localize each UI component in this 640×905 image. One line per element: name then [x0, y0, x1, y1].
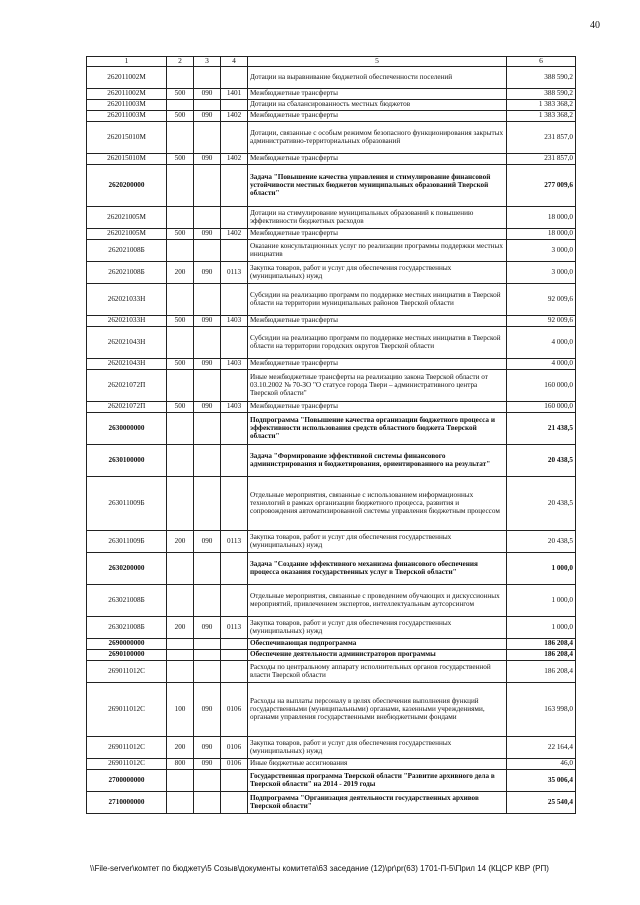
cell-code: 2690100000	[87, 649, 167, 660]
cell-department	[194, 66, 221, 88]
cell-code: 262015010М	[87, 121, 167, 153]
cell-name: Межбюджетные трансферты	[248, 358, 507, 369]
cell-amount: 1 000,0	[507, 584, 576, 616]
cell-amount: 231 857,0	[507, 121, 576, 153]
table-row	[87, 769, 576, 791]
cell-amount: 20 438,5	[507, 530, 576, 552]
table-row	[87, 228, 576, 239]
table-row	[87, 584, 576, 616]
cell-expense-type	[167, 99, 194, 110]
cell-code: 2620200000	[87, 164, 167, 206]
cell-name: Отдельные мероприятия, связанные с использованием информационных технологий в рамках организации бюджетного процесса, развития и сопровождения автоматизированной системы управления бюджетным процессом	[248, 476, 507, 530]
header-cell: 6	[507, 57, 576, 67]
cell-department: 090	[194, 358, 221, 369]
table-row	[87, 358, 576, 369]
table-row	[87, 530, 576, 552]
cell-name: Межбюджетные трансферты	[248, 110, 507, 121]
cell-section: 0113	[221, 616, 248, 638]
cell-department: 090	[194, 110, 221, 121]
cell-code: 2630000000	[87, 412, 167, 444]
cell-section	[221, 412, 248, 444]
cell-department: 090	[194, 758, 221, 769]
table-row	[87, 758, 576, 769]
cell-code: 262011003М	[87, 99, 167, 110]
cell-code: 262021008Б	[87, 261, 167, 283]
cell-expense-type	[167, 239, 194, 261]
cell-name: Межбюджетные трансферты	[248, 153, 507, 164]
cell-expense-type	[167, 552, 194, 584]
cell-name: Обеспечивающая подпрограмма	[248, 638, 507, 649]
cell-name: Дотации на выравнивание бюджетной обеспеченности поселений	[248, 66, 507, 88]
cell-code: 2630200000	[87, 552, 167, 584]
table-row	[87, 121, 576, 153]
cell-department: 090	[194, 616, 221, 638]
cell-department	[194, 412, 221, 444]
cell-amount: 4 000,0	[507, 326, 576, 358]
cell-code: 263021008Б	[87, 584, 167, 616]
table-row	[87, 616, 576, 638]
cell-section	[221, 164, 248, 206]
cell-name: Субсидии на реализацию программ по поддержке местных инициатив в Тверской области на территории муниципальных районов Тверской области	[248, 283, 507, 315]
cell-expense-type	[167, 412, 194, 444]
table-row	[87, 736, 576, 758]
cell-code: 2700000000	[87, 769, 167, 791]
cell-section	[221, 326, 248, 358]
table-row	[87, 315, 576, 326]
cell-section	[221, 66, 248, 88]
cell-section	[221, 638, 248, 649]
cell-department: 090	[194, 530, 221, 552]
cell-amount: 20 438,5	[507, 444, 576, 476]
header-cell: 2	[167, 57, 194, 67]
cell-amount: 186 208,4	[507, 649, 576, 660]
cell-name: Межбюджетные трансферты	[248, 228, 507, 239]
cell-code: 263011009Б	[87, 530, 167, 552]
cell-name: Расходы по центральному аппарату исполнительных органов государственной власти Тверской области	[248, 660, 507, 682]
cell-amount: 35 006,4	[507, 769, 576, 791]
cell-code: 262021072П	[87, 369, 167, 401]
header-cell: 5	[248, 57, 507, 67]
cell-amount: 388 590,2	[507, 66, 576, 88]
cell-name: Межбюджетные трансферты	[248, 88, 507, 99]
cell-expense-type	[167, 444, 194, 476]
cell-section: 0113	[221, 530, 248, 552]
header-cell: 1	[87, 57, 167, 67]
cell-section	[221, 206, 248, 228]
table-row	[87, 369, 576, 401]
cell-expense-type: 500	[167, 153, 194, 164]
cell-code: 269011012С	[87, 682, 167, 736]
cell-expense-type: 100	[167, 682, 194, 736]
cell-expense-type: 200	[167, 736, 194, 758]
cell-section: 1401	[221, 88, 248, 99]
cell-amount: 18 000,0	[507, 228, 576, 239]
cell-section: 0106	[221, 682, 248, 736]
cell-expense-type	[167, 476, 194, 530]
table-row	[87, 649, 576, 660]
cell-code: 2710000000	[87, 791, 167, 813]
cell-name: Задача "Повышение качества управления и стимулирование финансовой устойчивости местных бюджетов муниципальных образований Тверской области"	[248, 164, 507, 206]
cell-section	[221, 283, 248, 315]
cell-department	[194, 584, 221, 616]
table-row	[87, 239, 576, 261]
table-body	[87, 66, 576, 813]
cell-department	[194, 239, 221, 261]
cell-code: 262021033Н	[87, 283, 167, 315]
cell-amount: 22 164,4	[507, 736, 576, 758]
cell-department: 090	[194, 736, 221, 758]
cell-section	[221, 552, 248, 584]
cell-department	[194, 283, 221, 315]
cell-code: 262021043Н	[87, 326, 167, 358]
header-row	[87, 57, 576, 67]
cell-expense-type	[167, 164, 194, 206]
cell-expense-type: 200	[167, 530, 194, 552]
table-row	[87, 66, 576, 88]
cell-section: 0113	[221, 261, 248, 283]
cell-section: 1403	[221, 315, 248, 326]
cell-amount: 4 000,0	[507, 358, 576, 369]
table-row	[87, 401, 576, 412]
cell-section	[221, 121, 248, 153]
page-number: 40	[590, 20, 600, 31]
cell-name: Иные межбюджетные трансферты на реализацию закона Тверской области от 03.10.2002 № 70-ЗО "О статусе города Твери – административного центра Тверской области"	[248, 369, 507, 401]
file-path-footer: \\File-server\комтет по бюджету\5 Созыв\документы комитета\63 заседание (12)\pr\pr(63) 1701-П-5\Прил 14 (КЦСР КВР (РП)	[90, 864, 549, 873]
cell-section: 0106	[221, 736, 248, 758]
cell-name: Обеспечение деятельности администраторов программы	[248, 649, 507, 660]
header-cell: 4	[221, 57, 248, 67]
cell-name: Межбюджетные трансферты	[248, 315, 507, 326]
table-row	[87, 444, 576, 476]
cell-expense-type	[167, 369, 194, 401]
cell-name: Дотации на сбалансированность местных бюджетов	[248, 99, 507, 110]
table-row	[87, 206, 576, 228]
cell-section	[221, 649, 248, 660]
cell-section: 1402	[221, 153, 248, 164]
cell-section	[221, 791, 248, 813]
cell-amount: 92 009,6	[507, 283, 576, 315]
cell-department	[194, 121, 221, 153]
table-row	[87, 326, 576, 358]
cell-amount: 18 000,0	[507, 206, 576, 228]
cell-name: Задача "Формирование эффективной системы финансового администрирования и бюджетирования, ориентированного на результат"	[248, 444, 507, 476]
table-row	[87, 682, 576, 736]
cell-code: 263011009Б	[87, 476, 167, 530]
budget-table	[86, 56, 576, 814]
cell-department	[194, 476, 221, 530]
cell-section	[221, 660, 248, 682]
cell-amount: 231 857,0	[507, 153, 576, 164]
cell-amount: 46,0	[507, 758, 576, 769]
cell-section: 1403	[221, 401, 248, 412]
table-row	[87, 153, 576, 164]
cell-expense-type	[167, 660, 194, 682]
cell-department: 090	[194, 401, 221, 412]
cell-amount: 25 540,4	[507, 791, 576, 813]
cell-section: 0106	[221, 758, 248, 769]
cell-expense-type: 200	[167, 616, 194, 638]
cell-code: 263021008Б	[87, 616, 167, 638]
cell-amount: 160 000,0	[507, 369, 576, 401]
table-row	[87, 88, 576, 99]
cell-department	[194, 444, 221, 476]
cell-department: 090	[194, 682, 221, 736]
cell-amount: 21 438,5	[507, 412, 576, 444]
cell-section	[221, 239, 248, 261]
cell-section	[221, 369, 248, 401]
cell-name: Государственная программа Тверской области "Развитие архивного дела в Тверской области" на 2014 - 2019 годы	[248, 769, 507, 791]
table-row	[87, 283, 576, 315]
cell-department	[194, 206, 221, 228]
cell-amount: 277 009,6	[507, 164, 576, 206]
table-row	[87, 110, 576, 121]
cell-amount: 1 000,0	[507, 616, 576, 638]
cell-amount: 3 000,0	[507, 261, 576, 283]
cell-name: Отдельные мероприятия, связанные с проведением обучающих и дискуссионных мероприятий, привлечением экспертов, интеллектуальным аутсорсингом	[248, 584, 507, 616]
cell-name: Подпрограмма "Организация деятельности государственных архивов Тверской области"	[248, 791, 507, 813]
cell-section: 1402	[221, 110, 248, 121]
cell-name: Подпрограмма "Повышение качества организации бюджетного процесса и эффективности использования средств областного бюджета Тверской области"	[248, 412, 507, 444]
cell-code: 262021043Н	[87, 358, 167, 369]
cell-code: 262011002М	[87, 66, 167, 88]
cell-expense-type: 500	[167, 110, 194, 121]
cell-code: 262021008Б	[87, 239, 167, 261]
cell-amount: 20 438,5	[507, 476, 576, 530]
cell-expense-type: 500	[167, 358, 194, 369]
cell-section: 1403	[221, 358, 248, 369]
cell-section	[221, 444, 248, 476]
cell-amount: 186 208,4	[507, 638, 576, 649]
cell-expense-type: 500	[167, 401, 194, 412]
cell-department	[194, 326, 221, 358]
cell-name: Иные бюджетные ассигнования	[248, 758, 507, 769]
cell-expense-type: 200	[167, 261, 194, 283]
cell-amount: 92 009,6	[507, 315, 576, 326]
cell-name: Дотации, связанные с особым режимом безопасного функционирования закрытых административно-территориальных образований	[248, 121, 507, 153]
cell-expense-type: 500	[167, 228, 194, 239]
cell-expense-type	[167, 206, 194, 228]
cell-department	[194, 649, 221, 660]
cell-department	[194, 369, 221, 401]
table-row	[87, 660, 576, 682]
cell-code: 2690000000	[87, 638, 167, 649]
cell-code: 262021033Н	[87, 315, 167, 326]
cell-expense-type: 500	[167, 315, 194, 326]
table-row	[87, 638, 576, 649]
cell-amount: 160 000,0	[507, 401, 576, 412]
cell-code: 269011012С	[87, 660, 167, 682]
cell-expense-type: 500	[167, 88, 194, 99]
cell-name: Закупка товаров, работ и услуг для обеспечения государственных (муниципальных) нужд	[248, 530, 507, 552]
cell-amount: 3 000,0	[507, 239, 576, 261]
cell-code: 262015010М	[87, 153, 167, 164]
cell-department	[194, 164, 221, 206]
table-row	[87, 412, 576, 444]
cell-name: Субсидии на реализацию программ по поддержке местных инициатив в Тверской области на территории городских округов Тверской области	[248, 326, 507, 358]
cell-expense-type	[167, 649, 194, 660]
table-row	[87, 552, 576, 584]
cell-code: 262011003М	[87, 110, 167, 121]
cell-name: Закупка товаров, работ и услуг для обеспечения государственных (муниципальных) нужд	[248, 261, 507, 283]
cell-name: Расходы на выплаты персоналу в целях обеспечения выполнения функций государственными (муниципальными) органами, казенными учреждениями, органами управления государственными внебюджетными фондами	[248, 682, 507, 736]
cell-expense-type	[167, 326, 194, 358]
cell-expense-type: 800	[167, 758, 194, 769]
cell-expense-type	[167, 769, 194, 791]
cell-name: Закупка товаров, работ и услуг для обеспечения государственных (муниципальных) нужд	[248, 736, 507, 758]
cell-department: 090	[194, 261, 221, 283]
cell-code: 269011012С	[87, 758, 167, 769]
cell-section: 1402	[221, 228, 248, 239]
table-row	[87, 164, 576, 206]
cell-department	[194, 660, 221, 682]
table-row	[87, 261, 576, 283]
cell-expense-type	[167, 584, 194, 616]
cell-name: Задача "Создание эффективного механизма финансового обеспечения процесса оказания государственных услуг в Тверской области"	[248, 552, 507, 584]
cell-amount: 163 998,0	[507, 682, 576, 736]
table-row	[87, 99, 576, 110]
cell-expense-type	[167, 791, 194, 813]
cell-amount: 388 590,2	[507, 88, 576, 99]
cell-code: 2630100000	[87, 444, 167, 476]
cell-amount: 1 383 368,2	[507, 110, 576, 121]
header-cell: 3	[194, 57, 221, 67]
cell-amount: 186 208,4	[507, 660, 576, 682]
cell-section	[221, 476, 248, 530]
cell-section	[221, 769, 248, 791]
cell-section	[221, 584, 248, 616]
cell-code: 262011002М	[87, 88, 167, 99]
cell-expense-type	[167, 121, 194, 153]
cell-amount: 1 000,0	[507, 552, 576, 584]
cell-department	[194, 769, 221, 791]
cell-expense-type	[167, 638, 194, 649]
cell-name: Закупка товаров, работ и услуг для обеспечения государственных (муниципальных) нужд	[248, 616, 507, 638]
cell-department	[194, 791, 221, 813]
cell-code: 262021005М	[87, 228, 167, 239]
cell-department: 090	[194, 153, 221, 164]
cell-code: 269011012С	[87, 736, 167, 758]
table-row	[87, 476, 576, 530]
cell-department	[194, 99, 221, 110]
cell-department: 090	[194, 315, 221, 326]
cell-amount: 1 383 368,2	[507, 99, 576, 110]
cell-expense-type	[167, 66, 194, 88]
cell-name: Оказание консультационных услуг по реализации программы поддержки местных инициатив	[248, 239, 507, 261]
cell-name: Межбюджетные трансферты	[248, 401, 507, 412]
cell-department: 090	[194, 88, 221, 99]
cell-name: Дотации на стимулирование муниципальных образований к повышению эффективности бюджетных расходов	[248, 206, 507, 228]
cell-code: 262021005М	[87, 206, 167, 228]
cell-code: 262021072П	[87, 401, 167, 412]
table-row	[87, 791, 576, 813]
cell-expense-type	[167, 283, 194, 315]
cell-department	[194, 638, 221, 649]
cell-section	[221, 99, 248, 110]
cell-department	[194, 552, 221, 584]
cell-department: 090	[194, 228, 221, 239]
